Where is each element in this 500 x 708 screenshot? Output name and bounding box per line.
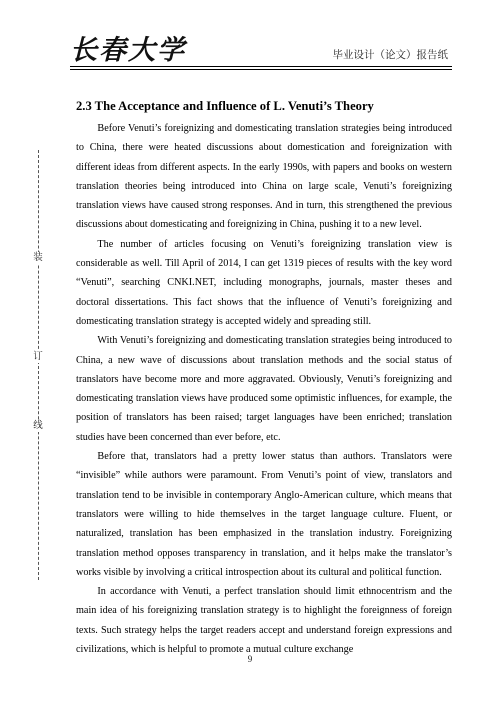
page-content [76, 97, 452, 659]
paragraph-2: The number of articles focusing on Venuti’s foreignizing translation view is considerable as well. Till April of 2014, I can get 1319 pieces of results with the key word “Venuti”, searching CNKI.NET, including monographs, journals, master theses and doctoral dissertations. This fact shows that the influence of Venuti’s foreignizing and domesticating translation strategy is accepted widely and spreading still. [76, 238, 452, 327]
report-paper-label: 毕业设计（论文）报告纸 [332, 49, 448, 61]
paragraph-5: In accordance with Venuti, a perfect translation should limit ethnocentrism and the main idea of his foreignizing translation strategy is to highlight the foreignness of foreign texts. Such strategy helps the target readers accept and understand foreign expressions and civilizations, which is helpful to promote a mutual culture exchange [76, 586, 452, 656]
university-logo: 长春大学 [70, 35, 186, 66]
binding-mark-ding: 订 [33, 351, 43, 362]
page-number: 9 [247, 654, 253, 664]
binding-mark-zhuang: 装 [33, 252, 43, 263]
binding-dashed-line [38, 150, 39, 580]
paragraph-4: Before that, translators had a pretty lower status than authors. Translators were “invisible” while authors were paramount. From Venuti’s point of view, translators and translation tend to be invisible in contemporary Anglo-American culture, which means that translators were willing to hide themselves in the target language culture. Fluent, or naturalized, translation has been emphasized in the translation industry. Foreignizing translation method opposes transparency in translation, and it helps make the translator’s works visible by involving a critical introspection about its cultural and political function. [76, 451, 452, 578]
paragraph-1: Before Venuti’s foreignizing and domesticating translation strategies being introduced to China, there were heated discussions about domestication and foreignization with different ideas from different aspects. In the early 1990s, with papers and books on western translation theories being introduced into China on large scale, Venuti’s foreignizing translation views have caused strong responses. And in turn, this strengthened the previous discussions about domesticating and foreignizing in China, pushing it to a new level. [76, 123, 452, 231]
paragraph-3: With Venuti’s foreignizing and domesticating translation strategies being introduced to China, a new wave of discussions about translation methods and the social status of translators have become more and more aggravated. Obviously, Venuti’s foreignizing and domesticating translation views have produced some optimistic influences, for example, the position of translators has been raised; target languages have been enriched; translation studies have been concerned than ever before, etc. [76, 335, 452, 443]
header-rule-thin [70, 69, 452, 70]
binding-mark-xian: 线 [33, 420, 43, 431]
section-heading: 2.3 The Acceptance and Influence of L. Venuti’s Theory [76, 99, 374, 113]
header-rule-thick [70, 66, 452, 67]
